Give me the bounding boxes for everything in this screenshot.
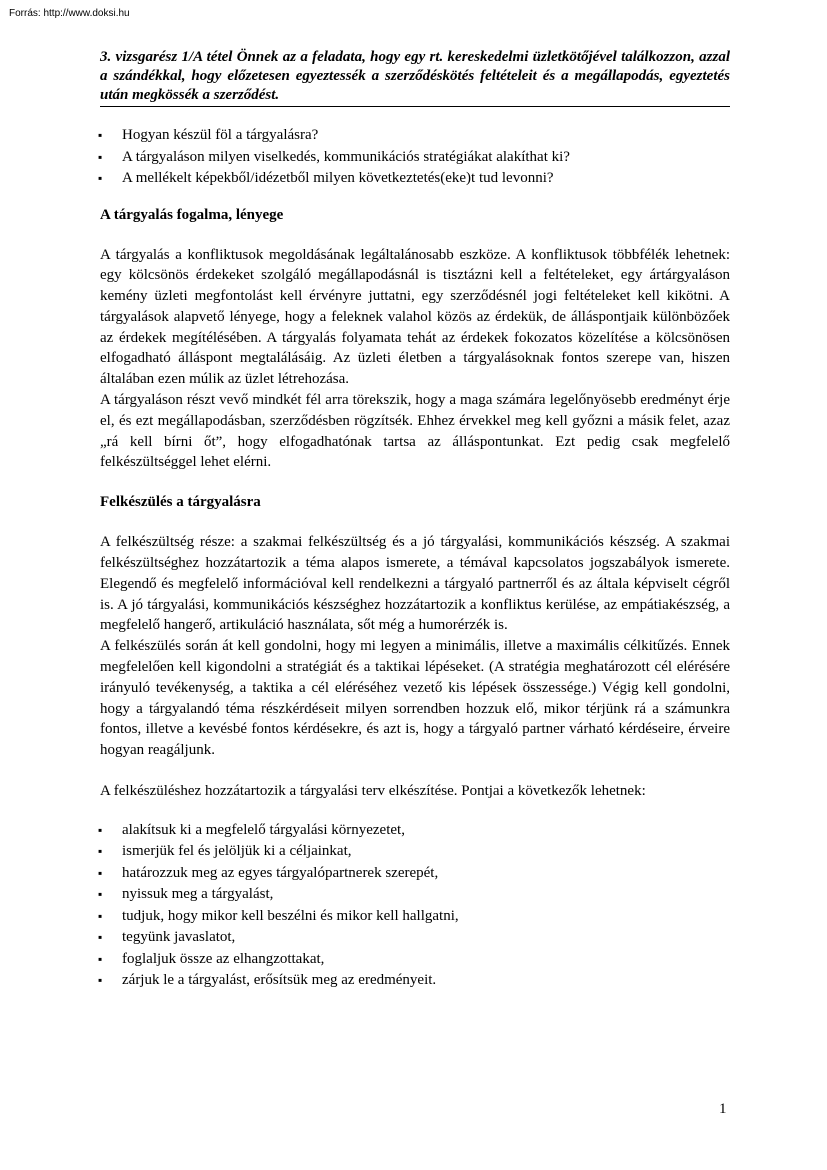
plan-item: ▪ tudjuk, hogy mikor kell beszélni és mikor kell hallgatni,: [100, 906, 730, 928]
plan-item: ▪ alakítsuk ki a megfelelő tárgyalási környezetet,: [100, 820, 730, 842]
question-item: ▪ A mellékelt képekből/idézetből milyen következtetés(eke)t tud levonni?: [100, 168, 730, 190]
question-list: [100, 125, 730, 190]
plan-item: ▪ nyissuk meg a tárgyalást,: [100, 884, 730, 906]
plan-item: ▪ tegyünk javaslatot,: [100, 927, 730, 949]
plan-item: ▪ ismerjük fel és jelöljük ki a céljainkat,: [100, 841, 730, 863]
section-heading-concept: A tárgyalás fogalma, lényege: [100, 206, 284, 223]
source-note: Forrás: http://www.doksi.hu: [9, 8, 130, 19]
paragraph: A tárgyalás a konfliktusok megoldásának legáltalánosabb eszköze. A konfliktusok többfélék lehetnek: egy kölcsönös érdekeket szolgáló megállapodásnál is tisztázni kell a feltételeket, egy ártárgyaláson kemény üzleti megfontolást kell érvényre juttatni, egy szerződésnél jogi feltételeket kell kikötni. A tárgyalások alapvető lényege, hogy a feleknek valahol közös az érdekük, de álláspontjaik különbözőek az érdekek megítélésében. A tárgyalás folyamata tehát az érdekek fokozatos közelítése a kölcsönösen elfogadható álláspont megtalálásáig. Az üzleti életben a tárgyalásoknak fontos szerepe van, hiszen általában ezen múlik az üzlet létrehozása.: [100, 246, 730, 388]
page-number: 1: [719, 1101, 727, 1117]
question-item: ▪ Hogyan készül föl a tárgyalásra?: [100, 125, 730, 147]
document-page: [100, 48, 730, 992]
paragraph: A felkészülés során át kell gondolni, hogy mi legyen a minimális, illetve a maximális célkitűzés. Ennek megfelelően kell kigondolni a stratégiát és a taktikai lépéseket. (A stratégia meghatározott cél elérésére irányuló tevékenység, a taktika a cél eléréséhez vezető kis lépések összessége.) Végig kell gondolni, hogy a tárgyalandó téma részkérdéseit milyen sorrendben hozzuk elő, mikor térjünk rá a számunkra fontos, illetve a kevésbé fontos kérdésekre, és azt is, hogy a tárgyaló partner várható kérdéseire, érveire hogyan reagáljunk.: [100, 638, 730, 759]
section-heading-preparation: Felkészülés a tárgyalásra: [100, 494, 261, 511]
plan-item: ▪ zárjuk le a tárgyalást, erősítsük meg az eredményeit.: [100, 970, 730, 992]
question-item: ▪ A tárgyaláson milyen viselkedés, kommunikációs stratégiákat alakíthat ki?: [100, 147, 730, 169]
plan-list: [100, 820, 730, 992]
paragraph: A felkészültség része: a szakmai felkészültség és a jó tárgyalási, kommunikációs készség. A szakmai felkészültséghez hozzátartozik a téma alapos ismerete, a témával kapcsolatos jogszabályok ismerete. Elegendő és megfelelő információval kell rendelkezni a tárgyaló partnerről és az általa képviselt cégről is. A jó tárgyalási, kommunikációs készséghez hozzátartozik a konfliktus kerülése, az empátiakészség, a megfelelő hangerő, artikuláció használata, sőt még a humorérzék is.: [100, 534, 730, 634]
task-statement: 3. vizsgarész 1/A tétel Önnek az a feladata, hogy egy rt. kereskedelmi üzletkötőjével találkozzon, azzal a szándékkal, hogy előzetesen egyeztessék a szerződéskötés feltételeit és a megállapodás, egyeztetés után megkössék a szerződést.: [100, 48, 730, 107]
paragraph: A felkészüléshez hozzátartozik a tárgyalási terv elkészítése. Pontjai a következők lehetnek:: [100, 783, 646, 800]
plan-item: ▪ foglaljuk össze az elhangzottakat,: [100, 949, 730, 971]
paragraph: A tárgyaláson részt vevő mindkét fél arra törekszik, hogy a maga számára legelőnyösebb eredményt érje el, és ezt megállapodásban, szerződésben rögzítsék. Ehhez érvekkel meg kell győzni a másik felet, azaz „rá kell bírni őt”, hogy elfogadhatónak tartsa az álláspontunkat. Ezt pedig csak megfelelő felkészültséggel lehet elérni.: [100, 392, 730, 471]
plan-item: ▪ határozzuk meg az egyes tárgyalópartnerek szerepét,: [100, 863, 730, 885]
